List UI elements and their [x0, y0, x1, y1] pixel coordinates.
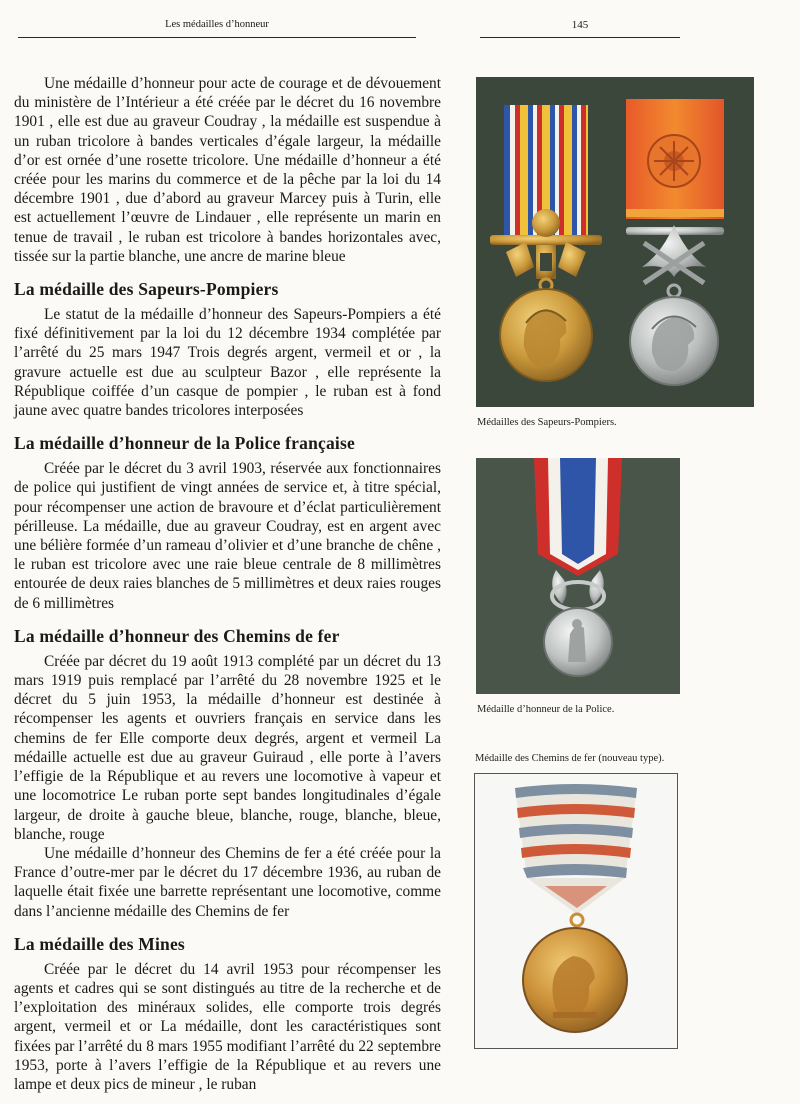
police-silver-medal [544, 608, 612, 676]
paragraph-chemins-de-fer-2: Une médaille d’honneur des Chemins de fer a été créée pour la France d’outre-mer par le décret du 17 décembre 1936, au ruban de laquelle était fixée une barrette représentant une locomotive, comme dans l’ancienne médaille des Chemins de fer [14, 844, 441, 920]
intro-paragraph: Une médaille d’honneur pour acte de courage et de dévouement du ministère de l’Intérieur a été créée par le décret du 16 novembre 1901 , elle est due au graveur Coudray , la médaille est suspendue à un ruban tricolore à bandes verticales d’égale largeur, la médaille d’or est ornée d’une rosette tricolore. Une médaille d’honneur a été créée pour les marins du commerce et de la pêche par la loi du 14 décembre 1901 , due d’abord au graveur Marcey puis à Turin, elle est actuellement l’œuvre de Lindauer , elle représente un marin en tenue de travail , le ruban est tricolore à bandes horizontales avec, tissée sur la partie blanche, une ancre de marine bleue [14, 75, 441, 265]
photo-chemins-de-fer-medal [474, 773, 678, 1049]
caption-chemins-de-fer: Médaille des Chemins de fer (nouveau type). [475, 753, 665, 764]
running-title: Les médailles d’honneur [18, 18, 416, 38]
paragraph-police: Créée par le décret du 3 avril 1903, réservée aux fonctionnaires de police qui justifient de vingt années de service et, à titre spécial, pour récompenser une action de bravoure et d’éclat particulièrement périlleuse. La médaille, due au graveur Coudray, est en argent avec une bélière formée d’un rameau d’olivier et d’une branche de chêne , le ruban est tricolore avec une raie bleue centrale de 8 millimètres entourée de deux raies blanches de 5 millimètres et deux raies rouges de 6 millimètres [14, 460, 441, 612]
chemins-de-fer-medal-illustration [475, 774, 677, 1048]
heading-chemins-de-fer: La médaille d’honneur des Chemins de fer [14, 625, 340, 646]
caption-sapeurs-pompiers: Médailles des Sapeurs-Pompiers. [477, 417, 617, 428]
photo-police-medal [476, 458, 680, 694]
paragraph-sapeurs-pompiers: Le statut de la médaille d’honneur des Sapeurs-Pompiers a été fixé définitivement par la loi du 12 décembre 1934 complétée par l’arrêté du 25 mars 1947 Trois degrés argent, vermeil et or , la gravure actuelle est due au sculpteur Bazor , elle représente la République coiffée d’un casque de pompier , le ruban est à fond jaune avec quatre bandes tricolores interposées [14, 306, 441, 420]
police-medal-illustration [476, 458, 680, 694]
sapeurs-pompiers-medals-illustration [476, 77, 754, 407]
heading-sapeurs-pompiers: La médaille des Sapeurs-Pompiers [14, 279, 279, 300]
heading-mines: La médaille des Mines [14, 933, 185, 954]
gold-medal [500, 289, 592, 381]
heading-police: La médaille d’honneur de la Police française [14, 433, 355, 454]
ribbon-police [534, 458, 622, 576]
paragraph-chemins-de-fer-1: Créée par décret du 19 août 1913 complété par un décret du 13 mars 1919 puis remplacé par l’arrêté du 28 novembre 1925 et le décret du 5 juin 1953, la médaille d’honneur est destinée à récompenser les agents et ouvriers français en service dans les chemins de fer Elle comporte deux degrés, argent et vermeil La médaille actuelle est due au graveur Guiraud , elle porte à l’avers l’effigie de la République et au revers une locomotive à vapeur et une locomotrice Le ruban porte sept bandes longitudinales d’égale largeur, de droite à gauche bleue, blanche, rouge, blanche, bleue, blanche, rouge [14, 652, 441, 843]
silver-medal [630, 297, 718, 385]
ribbon-sapeurs-right [626, 99, 724, 235]
text-column [14, 74, 441, 1094]
page-number: 145 [480, 18, 680, 38]
paragraph-mines: Créée par le décret du 14 avril 1953 pour récompenser les agents et cadres qui se sont distingués au titre de la recherche et de l’exploitation des minéraux solides, elle comporte trois degrés argent, vermeil et or La médaille, dont les caractéristiques sont fixées par l’arrêté du 8 mars 1955 modifiant l’arrêté du 22 septembre 1953, porte à l’avers l’effigie de la République et au revers une lampe et deux pics de mineur , le ruban [14, 960, 441, 1093]
photo-sapeurs-pompiers-medals [476, 77, 754, 407]
caption-police: Médaille d’honneur de la Police. [477, 704, 615, 715]
